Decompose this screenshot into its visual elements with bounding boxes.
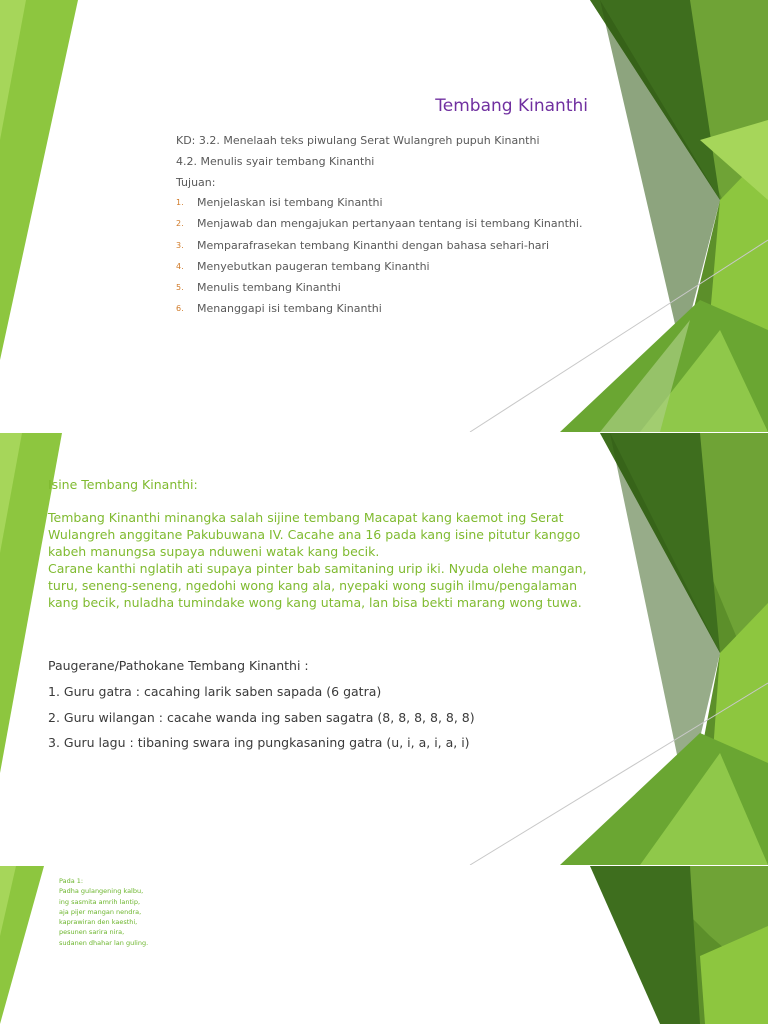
poem-line: Pada 1: — [59, 877, 84, 885]
poem-line: aja pijer mangan nendra, — [59, 907, 142, 916]
paragraph-1: Tembang Kinanthi minangka salah sijine tembang Macapat kang kaemot ing Serat Wulangreh anggitane Pakubuwana IV. Cacahe ana 16 pada kang isine pitutur kanggo kabeh manungsa supaya nduweni watak kang becik. — [48, 510, 581, 559]
objectives-list — [176, 196, 582, 324]
poem-line: Padha gulangening kalbu, — [59, 887, 144, 896]
rule-guru-lagu: 3. Guru lagu : tibaning swara ing pungkasaning gatra (u, i, a, i, a, i) — [48, 735, 470, 750]
list-number: 2. — [176, 219, 184, 229]
list-item — [176, 302, 582, 323]
list-number: 6. — [176, 304, 184, 314]
list-text: Menjelaskan isi tembang Kinanthi — [197, 196, 383, 209]
list-item — [176, 281, 582, 302]
section-heading: Isine Tembang Kinanthi: — [48, 477, 198, 492]
list-item — [176, 239, 582, 260]
list-item — [176, 260, 582, 281]
kd-text: KD: 3.2. Menelaah teks piwulang Serat Wulangreh pupuh Kinanthi — [176, 134, 540, 147]
slide-3 — [0, 866, 768, 1024]
list-text: Menyebutkan paugeran tembang Kinanthi — [197, 259, 430, 273]
list-number: 4. — [176, 261, 184, 271]
slide-title: Tembang Kinanthi — [435, 96, 588, 116]
poem-line: pesunen sarira nira, — [59, 928, 125, 937]
list-text: Menjawab dan mengajukan pertanyaan tentang isi tembang Kinanthi. — [197, 217, 583, 231]
list-item — [176, 196, 582, 217]
rule-guru-gatra: 1. Guru gatra : cacahing larik saben sapada (6 gatra) — [48, 684, 382, 699]
poem-text — [59, 876, 148, 948]
poem-line: kaprawiran den kaesthi, — [59, 918, 138, 927]
kd2-text: 4.2. Menulis syair tembang Kinanthi — [176, 155, 375, 168]
list-text: Memparafrasekan tembang Kinanthi dengan bahasa sehari-hari — [197, 238, 550, 252]
list-text: Menanggapi isi tembang Kinanthi — [197, 302, 382, 316]
poem-line: sudanen dhahar lan guling. — [59, 938, 149, 947]
list-number: 1. — [176, 198, 184, 207]
slide-1 — [0, 0, 768, 432]
poem-line: ing sasmita amrih lantip, — [59, 897, 141, 906]
list-item — [176, 217, 582, 238]
list-number: 3. — [176, 240, 184, 250]
list-number: 5. — [176, 283, 184, 293]
list-text: Menulis tembang Kinanthi — [197, 281, 341, 295]
paragraph-2: Carane kanthi nglatih ati supaya pinter bab samitaning urip iki. Nyuda olehe mangan, turu, seneng-seneng, ngedohi wong kang ala, nyepaki wong sugih ilmu/pengalaman kang becik, nuladha tumindake wong kang utama, lan bisa bekti marang wong tuwa. — [48, 561, 587, 610]
tujuan-label: Tujuan: — [176, 176, 216, 189]
green-geometric-decoration — [0, 433, 768, 865]
rules-heading: Paugerane/Pathokane Tembang Kinanthi : — [48, 658, 309, 673]
rule-guru-wilangan: 2. Guru wilangan : cacahe wanda ing saben sagatra (8, 8, 8, 8, 8, 8) — [48, 710, 475, 725]
slide-2 — [0, 433, 768, 865]
